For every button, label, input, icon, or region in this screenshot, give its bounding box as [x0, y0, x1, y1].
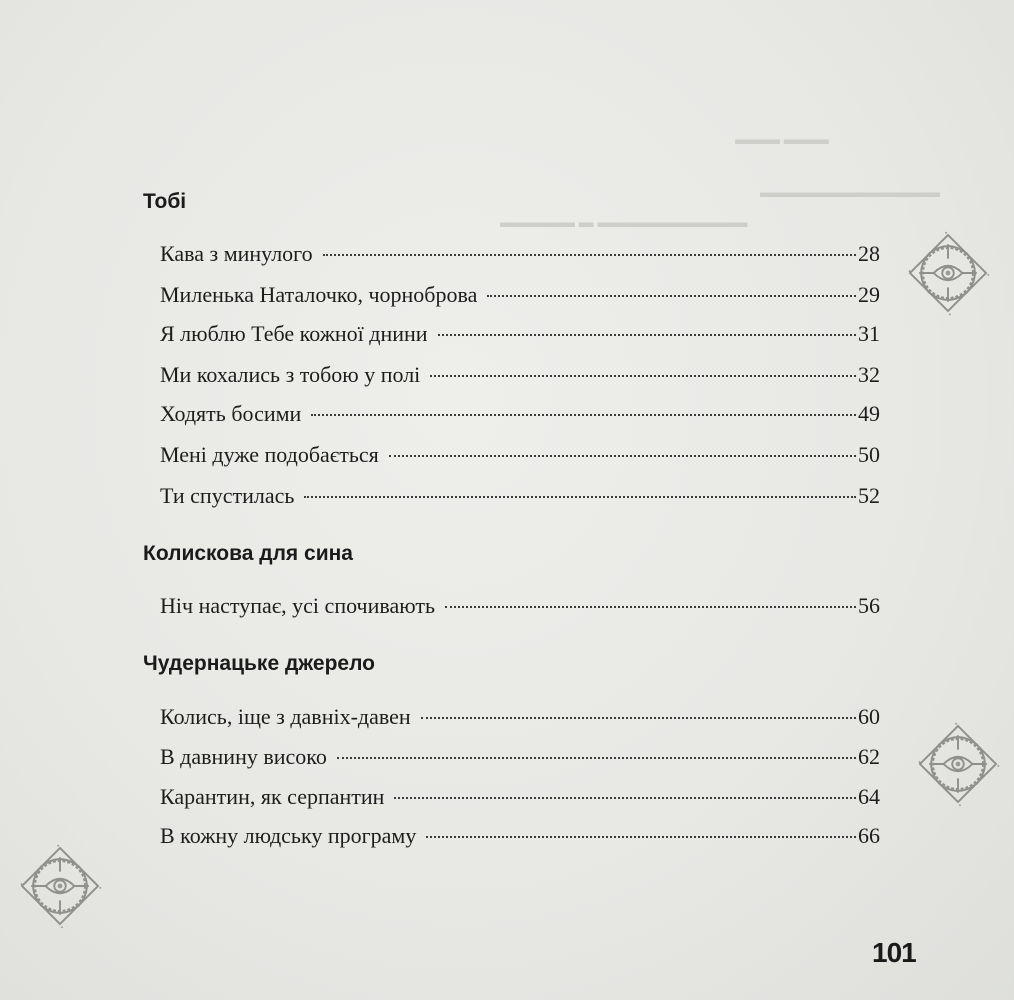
entry-page: 49 — [858, 401, 880, 426]
section-title: Чудернацьке джерело — [143, 652, 375, 675]
entry-page: 50 — [858, 442, 880, 467]
dot-leader — [337, 757, 856, 759]
entry-page: 64 — [858, 784, 880, 809]
dot-leader — [394, 797, 856, 799]
show-through-text: ▬▬▬▬▬ ▬ ▬▬▬▬▬▬▬▬▬▬ — [500, 215, 748, 231]
celtic-knot-ornament-icon — [910, 716, 1006, 812]
page-number: 101 — [872, 937, 916, 968]
entry-title: Миленька Наталочко, чорноброва — [160, 282, 478, 307]
entry-title: Ходять босими — [160, 401, 302, 426]
section-title: Тобі — [143, 190, 187, 213]
section-title: Колискова для сина — [143, 542, 353, 565]
toc-entry[interactable] — [160, 441, 880, 469]
dot-leader — [389, 455, 856, 457]
dot-leader — [487, 295, 856, 297]
entry-title: Колись, іще з давніх-давен — [160, 704, 411, 729]
entry-title: Ти спустилась — [160, 483, 295, 508]
show-through-text: ▬▬▬▬▬▬▬▬▬▬▬▬ — [760, 185, 940, 201]
toc-entry[interactable] — [160, 320, 880, 348]
dot-leader — [438, 334, 856, 336]
entry-title: Кава з минулого — [160, 241, 313, 266]
toc-entry[interactable] — [160, 743, 880, 771]
toc-entry[interactable] — [160, 400, 880, 428]
entry-page: 29 — [858, 282, 880, 307]
entry-page: 56 — [858, 593, 880, 618]
entry-title: Я люблю Тебе кожної днини — [160, 321, 428, 346]
celtic-knot-ornament-icon — [12, 838, 108, 934]
entry-title: Ми кохались з тобою у полі — [160, 362, 421, 387]
dot-leader — [426, 836, 856, 838]
entry-page: 62 — [858, 744, 880, 769]
dot-leader — [445, 606, 856, 608]
toc-entry[interactable] — [160, 703, 880, 731]
toc-entry[interactable] — [160, 240, 880, 268]
toc-entry[interactable] — [160, 361, 880, 389]
entry-page: 32 — [858, 362, 880, 387]
toc-entry[interactable] — [160, 592, 880, 620]
show-through-text: ▬▬▬ ▬▬▬ — [735, 132, 829, 148]
entry-page: 31 — [858, 321, 880, 346]
entry-page: 66 — [858, 823, 880, 848]
entry-title: Мені дуже подобається — [160, 442, 379, 467]
dot-leader — [304, 496, 856, 498]
entry-page: 28 — [858, 241, 880, 266]
toc-entry[interactable] — [160, 783, 880, 811]
toc-entry[interactable] — [160, 281, 880, 309]
entry-page: 60 — [858, 704, 880, 729]
entry-title: Карантин, як серпантин — [160, 784, 385, 809]
entry-page: 52 — [858, 483, 880, 508]
dot-leader — [430, 375, 856, 377]
entry-title: В кожну людську програму — [160, 823, 417, 848]
entry-title: В давнину високо — [160, 744, 327, 769]
toc-entry[interactable] — [160, 482, 880, 510]
dot-leader — [323, 254, 856, 256]
entry-title: Ніч наступає, усі спочивають — [160, 593, 436, 618]
dot-leader — [421, 717, 856, 719]
celtic-knot-ornament-icon — [900, 225, 996, 321]
dot-leader — [311, 414, 856, 416]
toc-entry[interactable] — [160, 822, 880, 850]
